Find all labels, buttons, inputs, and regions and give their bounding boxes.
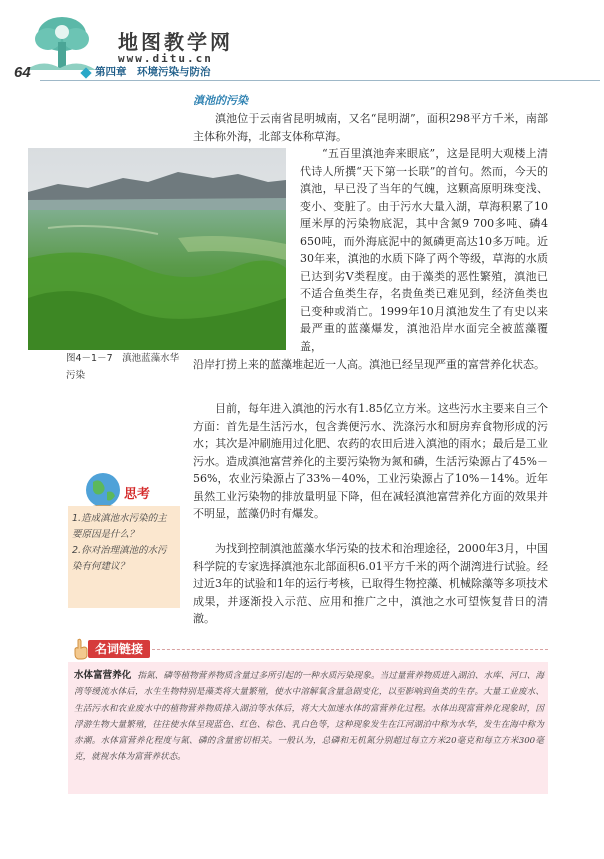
globe-icon: [83, 470, 123, 510]
page-number: 64: [14, 64, 31, 81]
paragraph-3: 目前，每年进入滇池的污水有1.85亿立方米。这些污水主要来自三个方面：首先是生活污水，包含粪便污水、洗涤污水和厨房弃食物形成的污水；其次是冲刷施用过化肥、农药的农田后进入滇池的雨水；最后是工业污水。造成滇池富营养化的主要污染物为氮和磷，生活污染源占了45%－56%，农业污染源占了33%－40%，工业污染源占了10%－14%。近年虽然工业污染物的排放量明显下降，但在减轻滇池富营养化方面的效果并不明显，蓝藻仍时有爆发。: [193, 402, 548, 520]
site-name: 地图教学网: [118, 30, 233, 54]
header-divider: [40, 80, 600, 81]
paragraph-4: 为找到控制滇池蓝藻水华污染的技术和治理途径，2000年3月，中国科学院的专家选择滇池东北部面积6.01平方千米的两个湖湾进行试验。经过近3年的试验和1年的运行考核，已取得生物控藻、机械除藻等多项技术成果，并逐渐投入示范、应用和推广之中，滇池之水可望恢复昔日的清澈。: [193, 542, 548, 625]
paragraph-2: “五百里滇池奔来眼底”，这是昆明大观楼上清代诗人所撰“天下第一长联”的首句。然而，今天的滇池，早已没了当年的气魄，这颗高原明珠变浅、变小、变脏了。由于污水大量入湖，草海积累了10厘米厚的污染物底泥，其中含氮9 700多吨、磷4 650吨，而外海底泥中的氮磷更高达10多万吨。近30年来，滇池的水质下降了两个等级，草海的水质已达到劣Ⅴ类程度。由于藻类的恶性繁殖，滇池已不适合鱼类生存，名贵鱼类已难见到，经济鱼类也已变种或消亡。1999年10月滇池发生了有史以来最严重的蓝藻爆发，滇池沿岸水面完全被蓝藻覆盖，: [300, 147, 548, 353]
think-label: 思考: [124, 487, 151, 502]
paragraph-1: 滇池位于云南省昆明城南，又名“昆明湖”，面积298平方千米，南部主体称外海，北部支体称草海。: [193, 112, 548, 143]
term-dashed-divider: [152, 649, 548, 650]
term-definition: 指氮、磷等植物营养物质含量过多所引起的一种水质污染现象。当过量营养物质进入湖泊、水库、河口、海湾等缓流水体后，水生生物特别是藻类将大量繁殖，使水中溶解氧含量急剧变化，以至影响到鱼类的生存。大量工业废水、生活污水和农业废水中的植物营养物质排入湖泊等水体后，将大大加速水体的富营养化过程。水体出现富营养化现象时，因浮游生物大量繁殖，往往使水体呈现蓝色、红色、棕色、乳白色等，这种现象发生在江河湖泊中称为水华，发生在海中称为赤潮。水体富营养化程度与氮、磷的含量密切相关。一般认为，总磷和无机氮分别超过每立方米20毫克和每立方米300毫克，就视水体为富营养状态。: [74, 671, 544, 763]
chapter-title: 第四章 环境污染与防治: [95, 66, 211, 78]
photo-caption: 图4－1－7 滇池蓝藻水华污染: [66, 353, 180, 381]
term-definition-block: [74, 668, 544, 766]
think-questions: [72, 511, 176, 575]
algae-bloom-photo: [28, 148, 286, 350]
site-url: www.ditu.cn: [118, 52, 213, 65]
site-logo-icon: [22, 14, 100, 72]
think-question-1: 1.造成滇池水污染的主要原因是什么？: [72, 513, 167, 540]
term-link-label: 名词链接: [88, 640, 150, 658]
think-question-2: 2.你对治理滇池的水污染有何建议？: [72, 545, 167, 572]
term-name: 水体富营养化: [74, 670, 132, 681]
section-title: 滇池的污染: [193, 94, 248, 107]
paragraph-2-continued: 沿岸打捞上来的蓝藻堆起近一人高。滇池已经呈现严重的富营养化状态。: [193, 358, 545, 371]
